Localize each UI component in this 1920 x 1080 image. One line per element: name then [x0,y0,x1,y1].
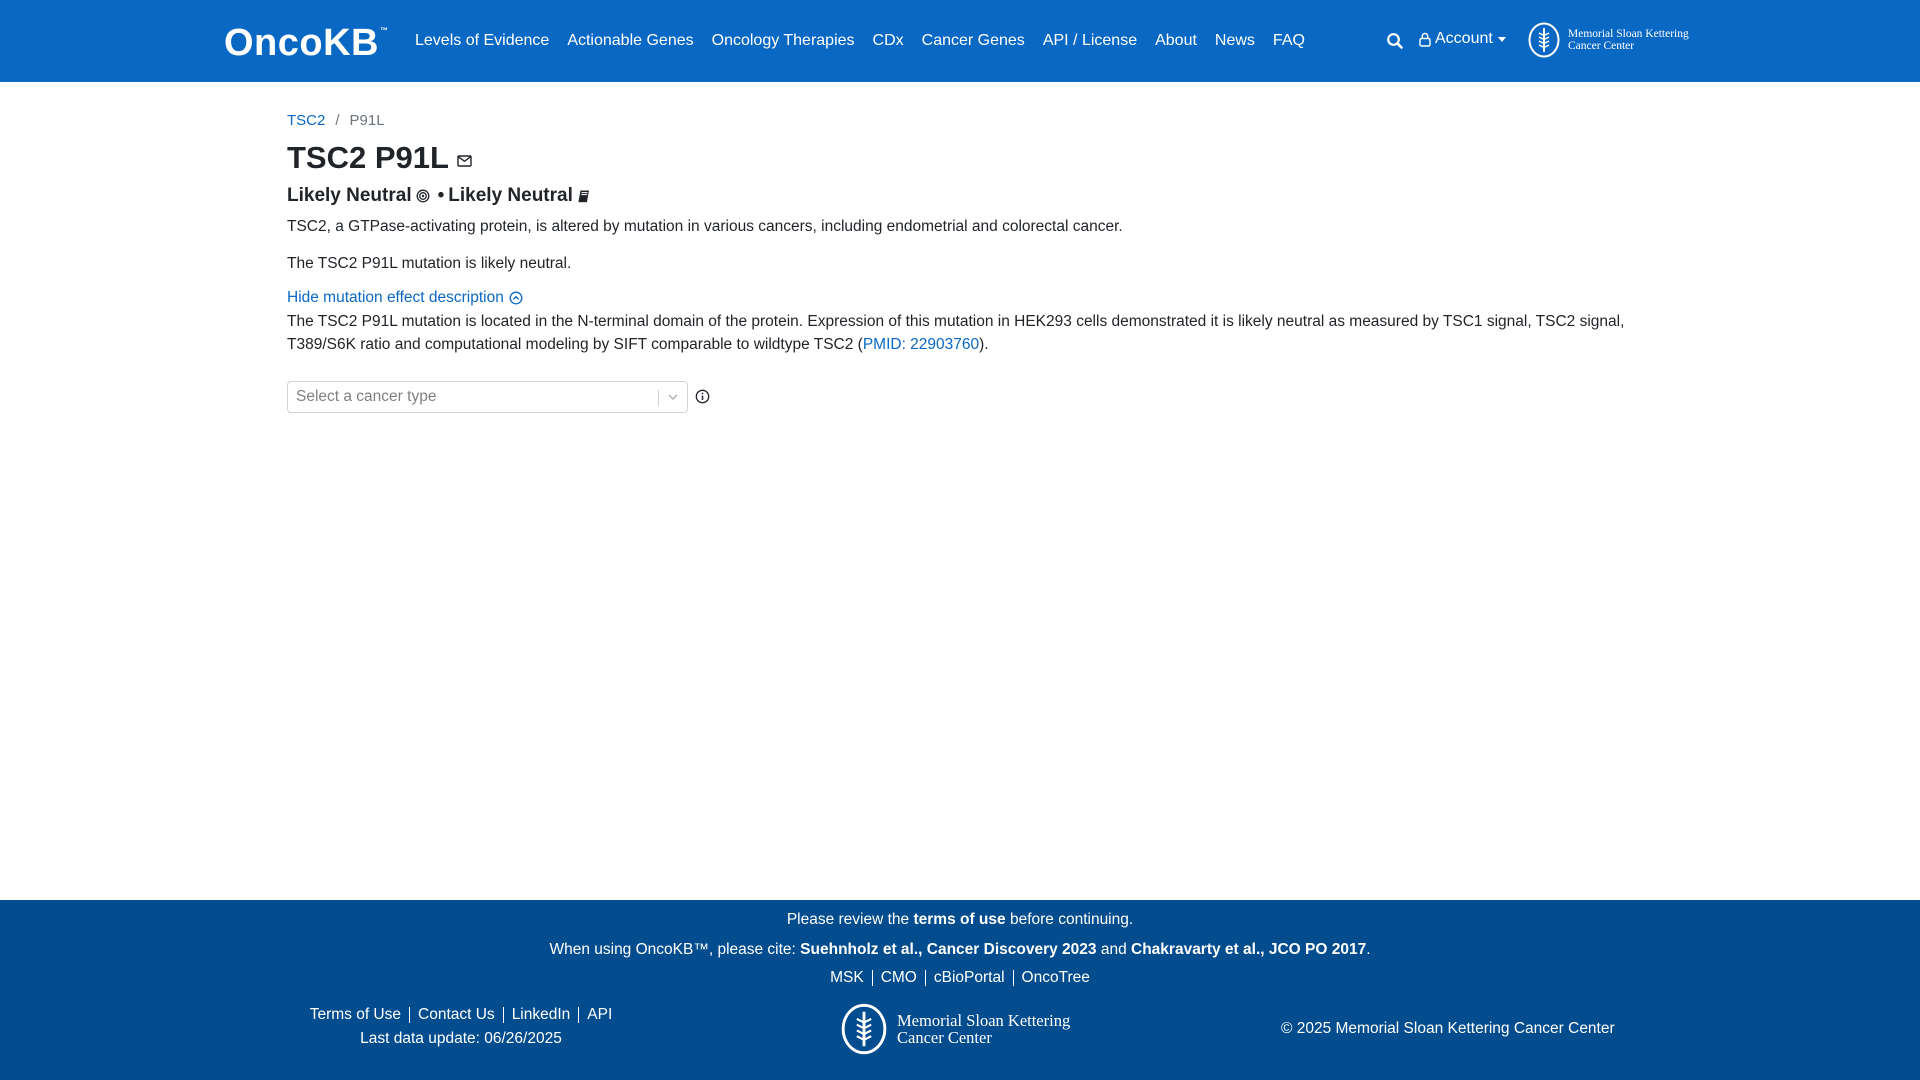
resource-links [0,969,1920,987]
brand-name: OncoKB [224,22,379,64]
oncogenicity-target-icon [416,189,430,203]
info-icon[interactable] [695,389,710,404]
copyright: © 2025 Memorial Sloan Kettering Cancer Center [1281,1020,1615,1037]
nav-actionable-genes[interactable]: Actionable Genes [567,32,694,49]
msk-header-line2: Cancer Center [1568,40,1635,52]
footer-link-oncotree[interactable]: OncoTree [1013,970,1098,986]
subtitle-separator: • [437,185,445,206]
book-icon [577,189,591,203]
oncokb-logo[interactable] [224,22,389,62]
hide-mutation-effect-label: Hide mutation effect description [287,289,504,306]
breadcrumb-separator: / [335,112,340,129]
msk-logo-icon [1528,22,1560,58]
msk-header-text [1568,28,1689,52]
msk-header-line1: Memorial Sloan Kettering [1568,28,1689,40]
gene-summary: TSC2, a GTPase-activating protein, is altered by mutation in various cancers, including endometrial and colorectal cancer. [287,218,1123,235]
review-post: before continuing. [1005,911,1134,928]
footer-link-linkedin[interactable]: LinkedIn [503,1007,579,1023]
account-dropdown[interactable] [1419,30,1506,48]
chevron-down-icon [667,391,679,403]
mutation-summary: The TSC2 P91L mutation is likely neutral. [287,255,572,272]
breadcrumb [287,112,385,129]
footer-link-cmo[interactable]: CMO [872,970,925,986]
citation-notice [0,941,1920,959]
footer [0,900,1920,1080]
cite-end: . [1366,941,1371,958]
envelope-icon[interactable] [457,155,472,167]
nav-cancer-genes[interactable]: Cancer Genes [921,32,1025,49]
nav-levels-of-evidence[interactable]: Levels of Evidence [415,32,550,49]
select-divider [658,390,659,406]
footer-link-cbioportal[interactable]: cBioPortal [925,970,1013,986]
nav-api-license[interactable]: API / License [1042,32,1138,49]
terms-review-notice [0,911,1920,929]
mutation-effect-status: Likely Neutral [448,185,573,206]
lock-icon [1419,32,1431,47]
nav-cdx[interactable]: CDx [872,32,904,49]
page-title-row [287,140,472,176]
citation-2-link[interactable]: Chakravarty et al., JCO PO 2017 [1131,941,1367,958]
cancer-type-placeholder: Select a cancer type [296,388,437,405]
page-title: TSC2 P91L [287,140,449,175]
caret-down-icon [1498,37,1506,42]
description-text: The TSC2 P91L mutation is located in the N-terminal domain of the protein. Expression of this mutation in HEK293 cells demonstrated it is likely neutral as measured by TSC1 signal, TSC2 signal, T389/S6K ratio and computational modeling by SIFT comparable to wildtype TSC2 ( [287,313,1625,353]
account-label: Account [1435,30,1493,47]
terms-of-use-link[interactable]: terms of use [913,911,1006,928]
footer-link-msk[interactable]: MSK [830,969,864,986]
breadcrumb-gene-link[interactable]: TSC2 [287,112,326,129]
hide-mutation-effect-link[interactable] [287,289,523,307]
msk-footer-line1: Memorial Sloan Kettering [897,1011,1071,1030]
msk-header-logo[interactable] [1528,22,1689,58]
nav-about[interactable]: About [1155,32,1197,49]
cite-and: and [1096,941,1132,958]
citation-1-link[interactable]: Suehnholz et al., Cancer Discovery 2023 [800,941,1097,958]
nav-oncology-therapies[interactable]: Oncology Therapies [711,32,855,49]
nav-faq[interactable]: FAQ [1272,32,1305,49]
brand-trademark: ™ [380,26,389,35]
oncogenicity-row [287,185,595,207]
cancer-type-select[interactable] [287,381,688,413]
oncogenic-status: Likely Neutral [287,185,412,206]
nav-news[interactable]: News [1214,32,1255,49]
msk-footer-text [897,1012,1070,1046]
footer-bottom-links [290,1006,632,1048]
footer-link-api[interactable]: API [578,1007,620,1023]
last-data-update: Last data update: 06/26/2025 [360,1030,562,1047]
breadcrumb-current: P91L [349,112,385,129]
msk-footer-logo[interactable] [841,1003,1070,1055]
search-icon[interactable] [1386,32,1404,50]
msk-logo-icon [841,1003,887,1055]
cite-pre: When using OncoKB™, please cite: [549,941,801,958]
msk-footer-line2: Cancer Center [897,1028,992,1047]
top-navbar [0,0,1920,82]
main-nav [415,0,1323,82]
footer-link-terms[interactable]: Terms of Use [309,1006,402,1023]
chevron-up-circle-icon [509,291,523,305]
pmid-link[interactable]: PMID: 22903760 [862,336,980,353]
review-pre: Please review the [786,911,914,928]
footer-link-contact[interactable]: Contact Us [409,1007,503,1023]
description-end: ). [979,336,989,353]
mutation-effect-description [287,310,1632,356]
